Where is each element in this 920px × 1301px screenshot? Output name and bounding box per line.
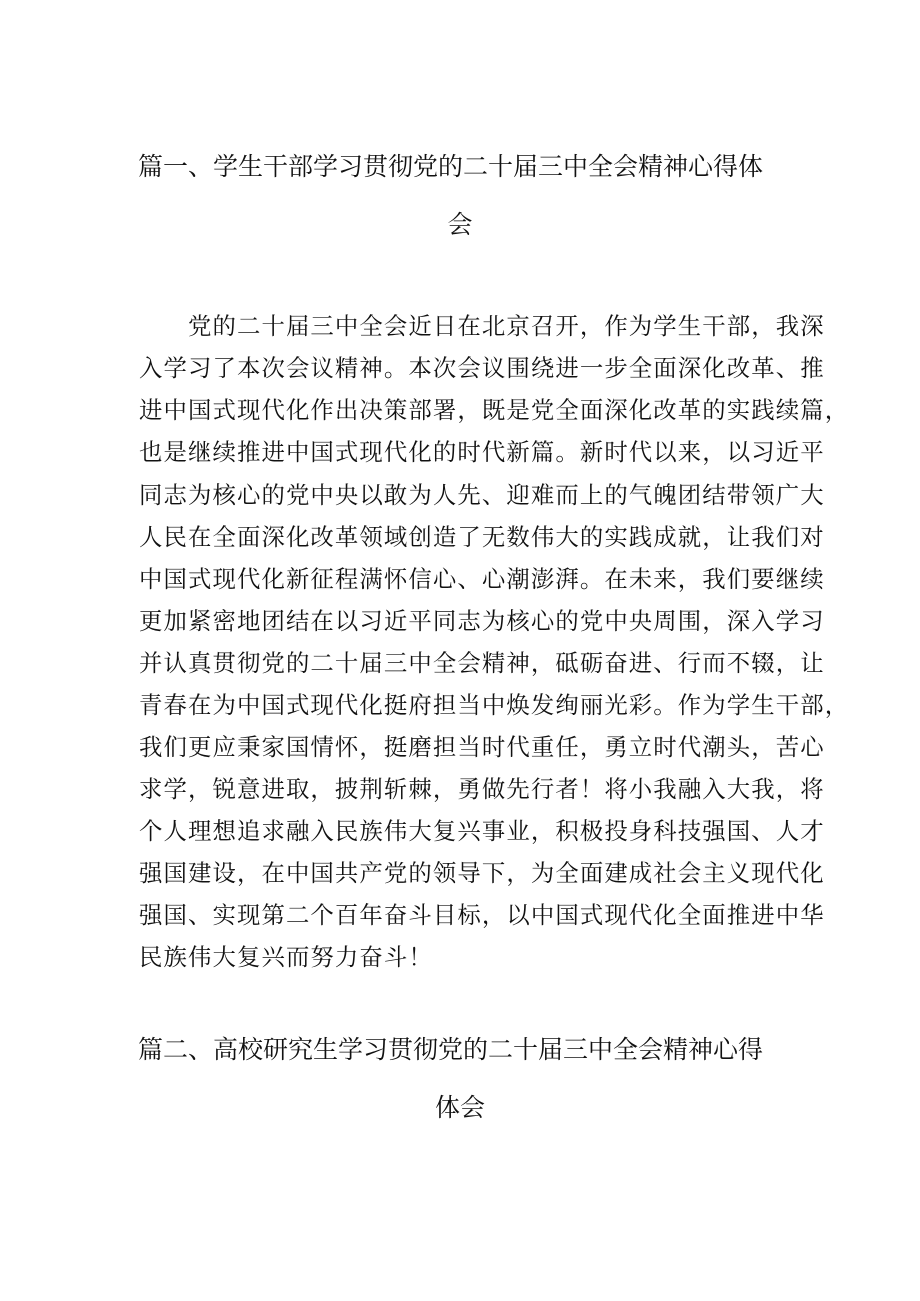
section2-title-line1: 篇二、高校研究生学习贯彻党的二十届三中全会精神心得 bbox=[138, 1035, 764, 1064]
section1-title-line1: 篇一、学生干部学习贯彻党的二十届三中全会精神心得体 bbox=[138, 152, 764, 181]
paragraph-line: 也是继续推进中国式现代化的时代新篇。新时代以来，以习近平 bbox=[139, 438, 825, 466]
paragraph-line: 个人理想追求融入民族伟大复兴事业，积极投身科技强国、人才 bbox=[139, 817, 825, 845]
paragraph-line: 中国式现代化新征程满怀信心、心潮澎湃。在未来，我们要继续 bbox=[139, 565, 825, 593]
paragraph-line: 并认真贯彻党的二十届三中全会精神，砥砺奋进、行而不辍，让 bbox=[139, 649, 825, 677]
section1-title-line2: 会 bbox=[447, 210, 473, 239]
paragraph-line: 进中国式现代化作出决策部署，既是党全面深化改革的实践续篇， bbox=[139, 396, 850, 424]
paragraph-line: 党的二十届三中全会近日在北京召开，作为学生干部，我深 bbox=[139, 312, 825, 340]
paragraph-line: 人民在全面深化改革领域创造了无数伟大的实践成就，让我们对 bbox=[139, 523, 825, 551]
paragraph-line: 我们更应秉家国情怀，挺磨担当时代重任，勇立时代潮头，苦心 bbox=[139, 733, 825, 761]
paragraph-line: 入学习了本次会议精神。本次会议围绕进一步全面深化改革、推 bbox=[139, 354, 825, 382]
paragraph-line: 更加紧密地团结在以习近平同志为核心的党中央周围，深入学习 bbox=[139, 607, 825, 635]
paragraph-line: 青春在为中国式现代化挺府担当中焕发绚丽光彩。作为学生干部， bbox=[139, 691, 850, 719]
paragraph-line: 民族伟大复兴而努力奋斗！ bbox=[139, 943, 433, 971]
paragraph-line: 同志为核心的党中央以敢为人先、迎难而上的气魄团结带领广大 bbox=[139, 481, 825, 509]
paragraph-line: 求学，锐意进取，披荆斩棘，勇做先行者！将小我融入大我，将 bbox=[139, 775, 825, 803]
paragraph-line: 强国、实现第二个百年奋斗目标，以中国式现代化全面推进中华 bbox=[139, 901, 825, 929]
paragraph-line: 强国建设，在中国共产党的领导下，为全面建成社会主义现代化 bbox=[139, 859, 825, 887]
section2-title-line2: 体会 bbox=[434, 1093, 485, 1122]
